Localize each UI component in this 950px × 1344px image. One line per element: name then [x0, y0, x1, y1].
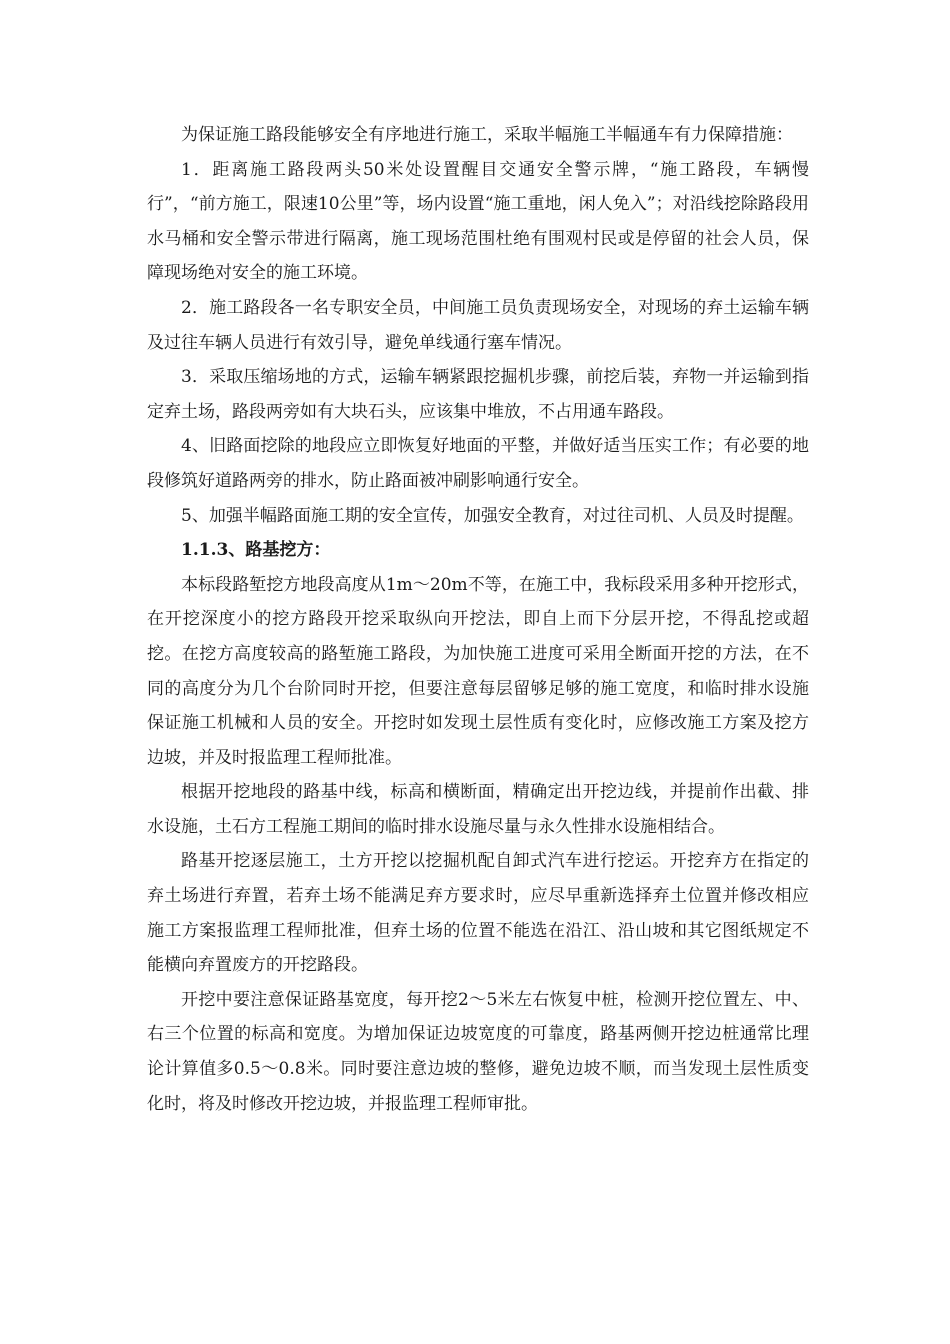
paragraph-intro: 为保证施工路段能够安全有序地进行施工，采取半幅施工半幅通车有力保障措施：: [181, 125, 793, 145]
paragraph-measure-5: 5、加强半幅路面施工期的安全宣传，加强安全教育，对过往司机、人员及时提醒。: [181, 505, 804, 526]
document-body: [147, 118, 809, 1121]
paragraph-excavation-2: 根据开挖地段的路基中线，标高和横断面，精确定出开挖边线，并提前作出截、排水设施，土石方工程施工期间的临时排水设施尽量与永久性排水设施相结合。: [147, 782, 809, 837]
paragraph-measure-2: 2．施工路段各一名专职安全员，中间施工员负责现场安全，对现场的弃土运输车辆及过往车辆人员进行有效引导，避免单线通行塞车情况。: [147, 297, 809, 353]
paragraph-excavation-4: 开挖中要注意保证路基宽度，每开挖2～5米左右恢复中桩，检测开挖位置左、中、右三个位置的标高和宽度。为增加保证边坡宽度的可靠度，路基两侧开挖边桩通常比理论计算值多0.5～0.8米。同时要注意边坡的整修，避免边坡不顺，而当发现土层性质变化时，将及时修改开挖边坡，并报监理工程师审批。: [147, 989, 809, 1114]
paragraph-excavation-3: 路基开挖逐层施工，土方开挖以挖掘机配自卸式汽车进行挖运。开挖弃方在指定的弃土场进行弃置，若弃土场不能满足弃方要求时，应尽早重新选择弃土位置并修改相应施工方案报监理工程师批准，但弃土场的位置不能选在沿江、沿山坡和其它图纸规定不能横向弃置废方的开挖路段。: [147, 851, 809, 976]
paragraph-excavation-1: 本标段路堑挖方地段高度从1m～20m不等，在施工中，我标段采用多种开挖形式，在开挖深度小的挖方路段开挖采取纵向开挖法，即自上而下分层开挖，不得乱挖或超挖。在挖方高度较高的路堑施工路段，为加快施工进度可采用全断面开挖的方法，在不同的高度分为几个台阶同时开挖，但要注意每层留够足够的施工宽度，和临时排水设施保证施工机械和人员的安全。开挖时如发现土层性质有变化时，应修改施工方案及挖方边坡，并及时报监理工程师批准。: [147, 574, 809, 768]
section-heading: 1.1.3、路基挖方：: [181, 540, 331, 561]
paragraph-measure-1: 1．距离施工路段两头50米处设置醒目交通安全警示牌，“施工路段，车辆慢行”，“前方施工，限速10公里”等，场内设置“施工重地，闲人免入”；对沿线挖除路段用水马桶和安全警示带进行隔离，施工现场范围杜绝有围观村民或是停留的社会人员，保障现场绝对安全的施工环境。: [147, 159, 809, 284]
paragraph-measure-4: 4、旧路面挖除的地段应立即恢复好地面的平整，并做好适当压实工作；有必要的地段修筑好道路两旁的排水，防止路面被冲刷影响通行安全。: [147, 436, 809, 491]
paragraph-measure-3: 3．采取压缩场地的方式，运输车辆紧跟挖掘机步骤，前挖后装，弃物一并运输到指定弃土场，路段两旁如有大块石头，应该集中堆放，不占用通车路段。: [147, 367, 809, 422]
